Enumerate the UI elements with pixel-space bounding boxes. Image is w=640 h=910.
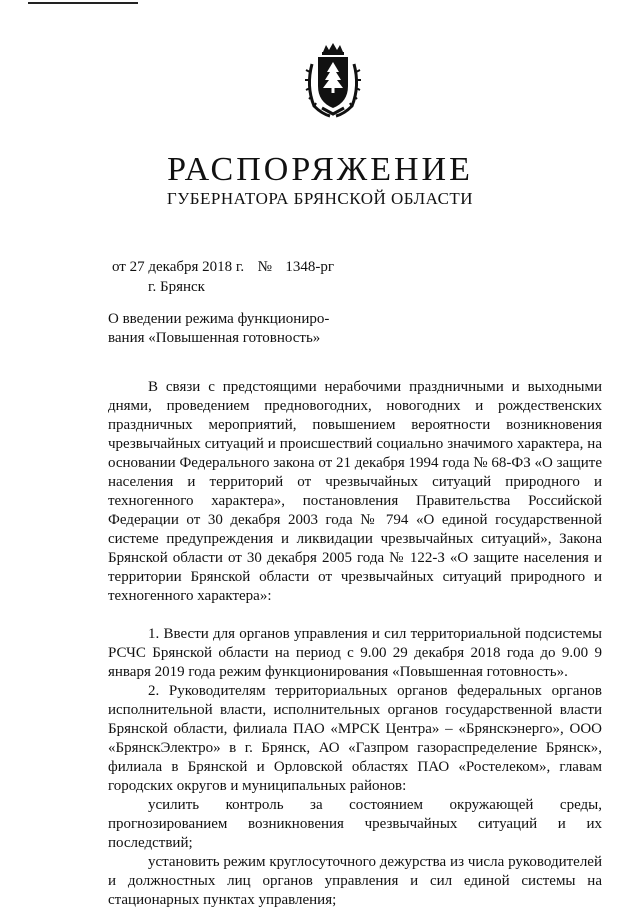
document-title: РАСПОРЯЖЕНИЕ bbox=[167, 151, 473, 188]
preamble-paragraph: В связи с предстоящими нерабочими праздничными и выходными днями, проведением предновогодних, новогодних и рождественских праздничных мероприятий, повышением вероятности возникновения чрезвычайных ситуаций и происшествий социально значимого характера, на основании Федерального закона от 21 декабря 1994 года № 68-ФЗ «О защите населения и территорий от чрезвычайных ситуаций природного и техногенного характера», постановления Правительства Российской Федерации от 30 декабря 2003 года № 794 «О единой государственной системе предупреждения и ликвидации чрезвычайных ситуаций», Закона Брянской области от 30 декабря 2005 года № 122-З «О защите населения и территории Брянской области от чрезвычайных ситуаций природного и техногенного характера»: bbox=[108, 379, 602, 604]
subject-line: вания «Повышенная готовность» bbox=[108, 330, 321, 346]
document-meta bbox=[112, 257, 334, 297]
document-subject bbox=[108, 310, 368, 348]
clause-paragraph: 1. Ввести для органов управления и сил территориальной подсистемы РСЧС Брянской области на период с 9.00 29 декабря 2018 года до 9.00 9 января 2019 года режим функционирования «Повышенная готовность». bbox=[108, 626, 602, 680]
subclause-paragraph: усилить контроль за состоянием окружающей среды, прогнозированием возникновения чрезвычайных ситуаций и их последствий; bbox=[108, 797, 602, 851]
coat-of-arms-icon bbox=[304, 42, 362, 120]
document-number: 1348-рг bbox=[285, 259, 335, 275]
subclause-paragraph: установить режим круглосуточного дежурства из числа руководителей и должностных лиц органов управления и сил единой системы на стационарных пунктах управления; bbox=[108, 854, 602, 908]
document-city: г. Брянск bbox=[148, 279, 205, 295]
document-date: от 27 декабря 2018 г. bbox=[112, 259, 245, 275]
scan-edge-line bbox=[28, 2, 138, 4]
document-body bbox=[108, 378, 602, 910]
clause-paragraph: 2. Руководителям территориальных органов федеральных органов исполнительной власти, исполнительных органов государственной власти Брянской области, филиала ПАО «МРСК Центра» – «Брянскэнерго», ООО «БрянскЭлектро» в г. Брянск, АО «Газпром газораспределение Брянск», филиала в Брянской и Орловской областях ПАО «Ростелеком», главам городских округов и муниципальных районов: bbox=[108, 683, 602, 794]
document-subtitle: ГУБЕРНАТОРА БРЯНСКОЙ ОБЛАСТИ bbox=[166, 189, 474, 208]
number-sign: № bbox=[257, 259, 272, 275]
subject-line: О введении режима функциониро- bbox=[108, 311, 330, 327]
